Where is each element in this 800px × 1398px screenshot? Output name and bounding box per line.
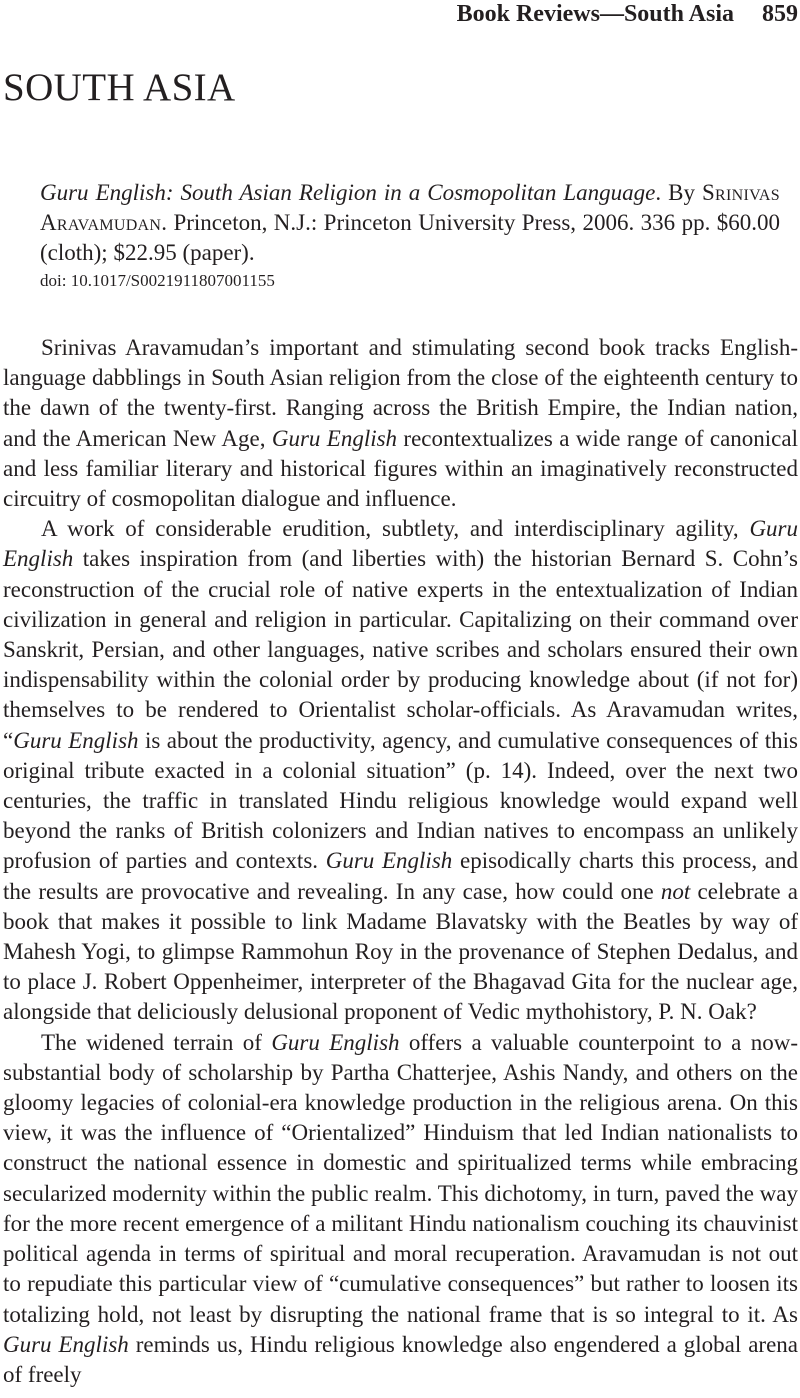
text-run: offers a valuable counterpoint to a now-substantial body of scholarship by Partha Chatterjee, Ashis Nandy, and others on the gloomy legacies of colonial-era knowledge production in the religious arena. On this view, it was the influence of “Orientalized” Hinduism that led Indian nationalists to construct the national essence in domestic and spiritualized terms while embracing secularized modernity within the public realm. This dichotomy, in turn, paved the way for the more recent emergence of a militant Hindu nationalism couching its chauvinist political agenda in terms of spiritual and moral recuperation. Aravamudan is not out to repudiate this particular view of “cumulative consequences” but rather to loosen its totalizing hold, not least by disrupting the national frame that is so integral to it. As (3, 1029, 798, 1327)
italic-emphasis: not (660, 878, 691, 904)
text-run: is about the productivity, agency, and cumulative consequences of this original tribute exacted in a colonial situation” (p. 14). Indeed, over the next two centuries, the traffic in translated Hindu religious knowledge would expand well beyond the ranks of British colonizers and Indian natives to encompass an unlikely profusion of parties and contexts. (3, 727, 798, 874)
review-body (3, 333, 798, 1390)
text-run: reminds us, Hindu religious knowledge also engendered a global arena of freely (3, 1331, 799, 1387)
italic-title: Guru English (271, 425, 398, 451)
paragraph-2 (3, 514, 798, 1027)
by-label: . By (655, 180, 695, 205)
running-title: Book Reviews—South Asia (456, 1, 734, 27)
publication-info: . Princeton, N.J.: Princeton University Press, 2006. 336 pp. $60.00 (cloth); $22.95 (paper). (40, 210, 780, 265)
italic-title: Guru English (271, 1029, 400, 1055)
page-number: 859 (762, 1, 798, 27)
running-head (457, 2, 798, 26)
text-run: takes inspiration from (and liberties with) the historian Bernard S. Cohn’s reconstruction of the crucial role of native experts in the entextualization of Indian civilization in general and religion in particular. Capitalizing on their command over Sanskrit, Persian, and other languages, native scribes and scholars ensured their own indispensability within the colonial order by producing knowledge about (if not for) themselves to be rendered to Orientalist scholar-officials. As Aravamudan writes, “ (3, 546, 798, 753)
doi: doi: 10.1017/S0021911807001155 (40, 271, 275, 290)
text-run: A work of considerable erudition, subtlety, and interdisciplinary agility, (41, 516, 750, 542)
text-run: Srinivas Aravamudan’s important and stimulating second book tracks English-language dabblings in South Asian religion from the close of the eighteenth century to the dawn of the twenty-first. Ranging across the British Empire, the Indian nation, and the American New Age, (3, 335, 798, 451)
italic-title: Guru English (13, 727, 139, 753)
italic-title: Guru English (3, 516, 798, 572)
text-run: episodically charts this process, and the results are provocative and revealing. In any case, how could one (3, 848, 798, 904)
book-author: Srinivas Aravamudan (40, 180, 780, 235)
text-run: recontextualizes a wide range of canonical and less familiar literary and historical figures within an imaginatively reconstructed circuitry of cosmopolitan dialogue and influence. (3, 425, 798, 512)
section-title: SOUTH ASIA (3, 66, 236, 109)
italic-title: Guru English (325, 848, 453, 874)
italic-title: Guru English (3, 1331, 129, 1357)
paragraph-3 (3, 1028, 798, 1390)
text-run: celebrate a book that makes it possible to link Madame Blavatsky with the Beatles by way of Mahesh Yogi, to glimpse Rammohun Roy in the provenance of Stephen Dedalus, and to place J. Robert Oppenheimer, interpreter of the Bhagavad Gita for the nuclear age, alongside that deliciously delusional proponent of Vedic mythohistory, P. N. Oak? (3, 878, 798, 1025)
text-run: The widened terrain of (41, 1029, 272, 1055)
paragraph-1 (3, 333, 798, 514)
book-title: Guru English: South Asian Religion in a Cosmopolitan Language (40, 180, 656, 205)
book-citation (40, 178, 780, 268)
